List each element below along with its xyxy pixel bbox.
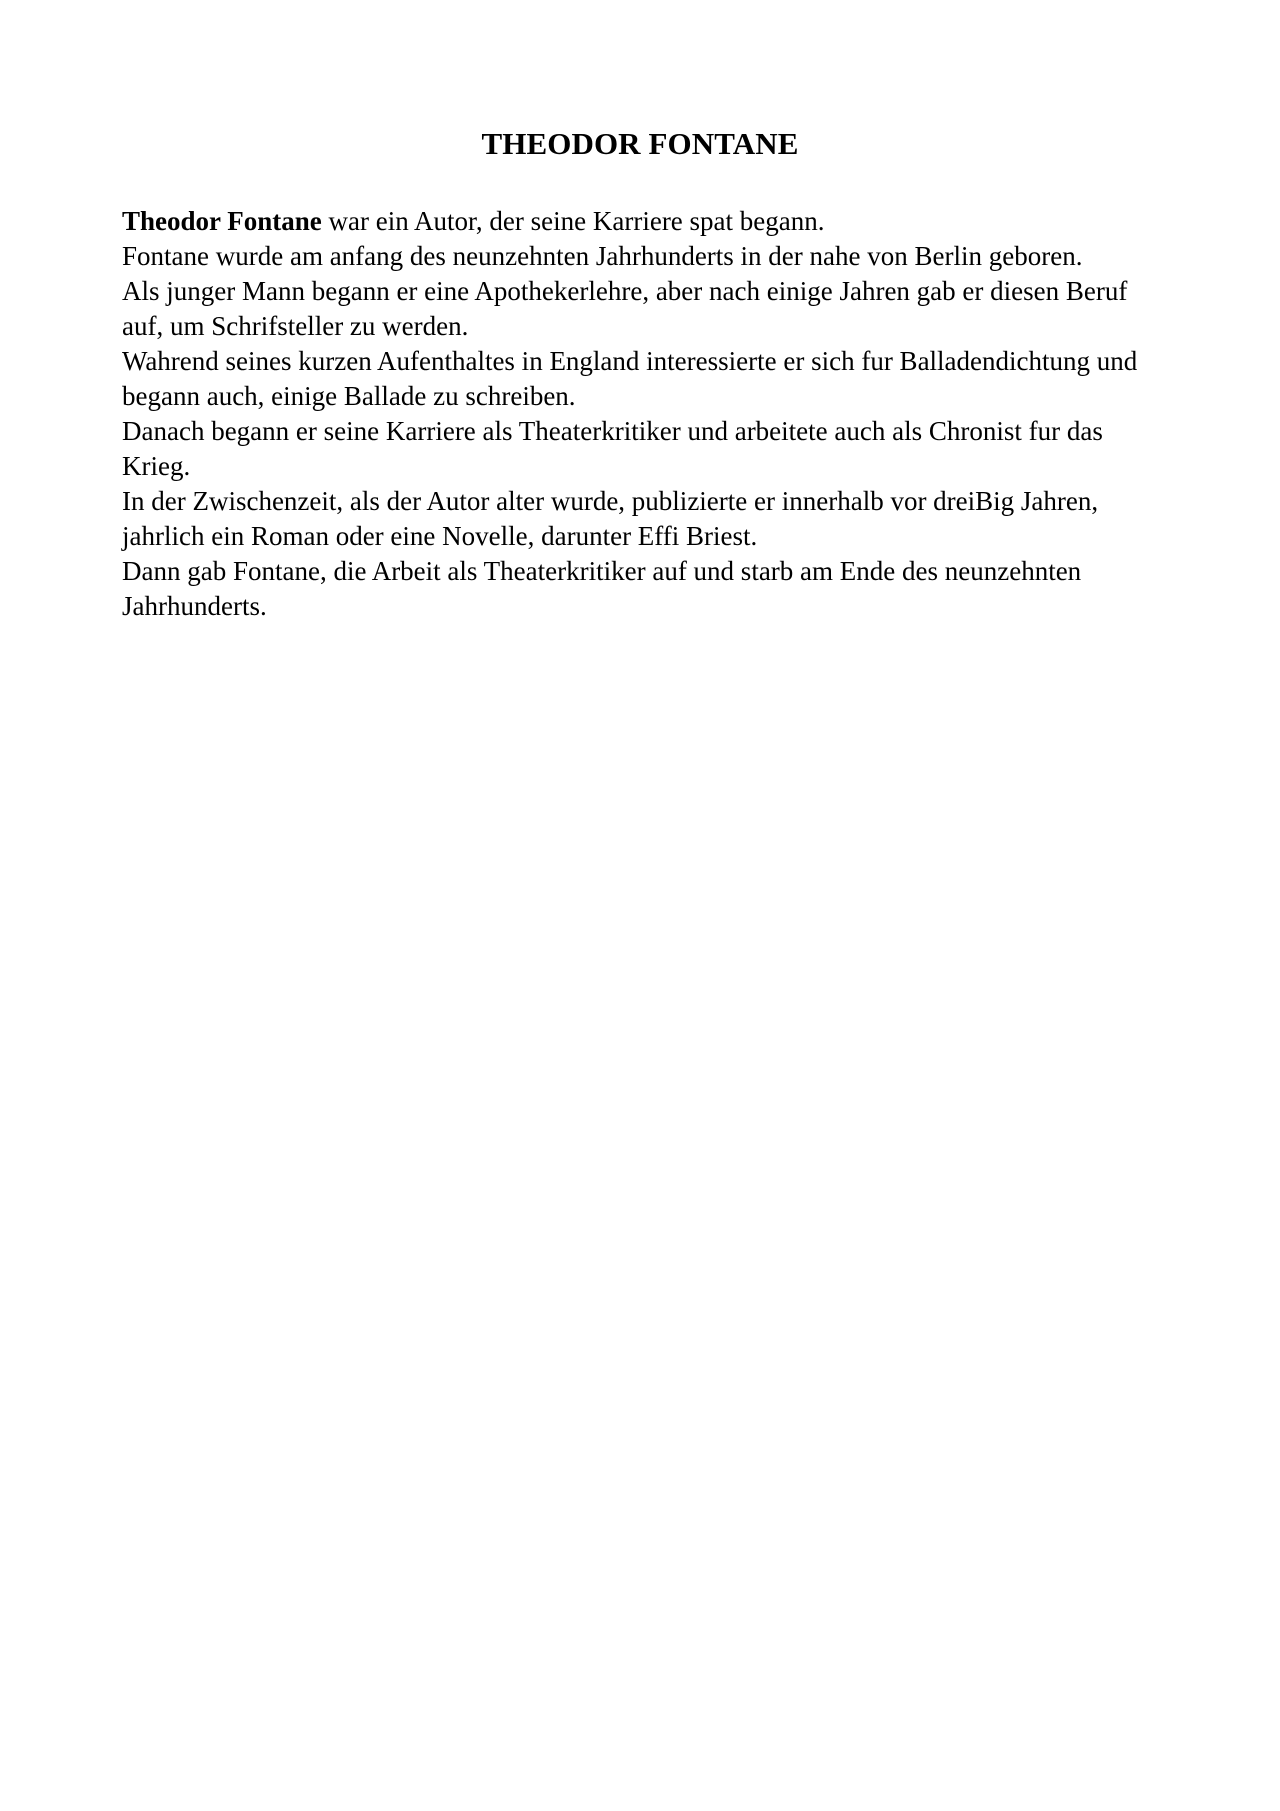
paragraph-birth: Fontane wurde am anfang des neunzehnten Jahrhunderts in der nahe von Berlin geboren. [122,241,1083,271]
paragraph-england: Wahrend seines kurzen Aufenthaltes in England interessierte er sich fur Balladendichtung und begann auch, einige Ballade zu schreiben. [122,346,1138,411]
document-title: THEODOR FONTANE [481,126,799,161]
document-body [122,204,1172,624]
paragraph-death: Dann gab Fontane, die Arbeit als Theaterkritiker auf und starb am Ende des neunzehnten Jahrhunderts. [122,556,1082,621]
intro-text: war ein Autor, der seine Karriere spat begann. [321,206,825,236]
paragraph-career: Danach begann er seine Karriere als Theaterkritiker und arbeitete auch als Chronist fur das Krieg. [122,416,1103,481]
intro-paragraph [122,204,1172,239]
paragraph-novels: In der Zwischenzeit, als der Autor alter wurde, publizierte er innerhalb vor dreiBig Jahren, jahrlich ein Roman oder eine Novelle, darunter Effi Briest. [122,486,1099,551]
paragraph-apprenticeship: Als junger Mann begann er eine Apothekerlehre, aber nach einige Jahren gab er diesen Beruf auf, um Schrifsteller zu werden. [122,276,1128,341]
author-name: Theodor Fontane [122,206,322,236]
